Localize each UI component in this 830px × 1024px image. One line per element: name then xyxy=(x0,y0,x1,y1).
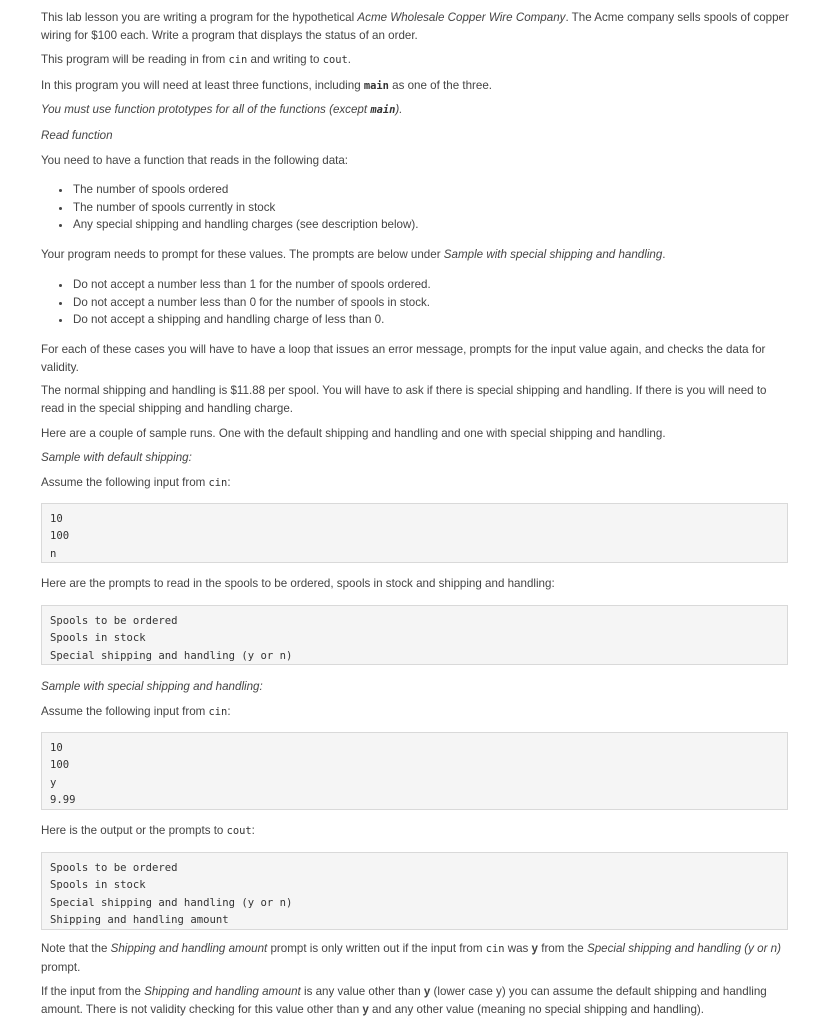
read-heading-text: Read function xyxy=(41,129,113,142)
list-item: • The number of spools currently in stock xyxy=(72,199,812,217)
cin-code: cin xyxy=(228,54,248,66)
prompts-intro-text: Here are the prompts to read in the spools to be ordered, spools in stock and shipping and handling: xyxy=(41,577,555,590)
prompts1-code-block xyxy=(41,605,788,665)
company-name: Acme Wholesale Copper Wire Company xyxy=(357,11,566,24)
assume1-colon: : xyxy=(227,476,231,489)
prototypes-paragraph xyxy=(41,101,791,120)
code-line: Spools to be ordered xyxy=(50,615,178,627)
functions-paragraph xyxy=(41,77,791,96)
loop-paragraph xyxy=(41,341,791,376)
sample2-heading xyxy=(41,678,791,696)
note-text-from: from the xyxy=(538,942,587,955)
code-line: Special shipping and handling (y or n) xyxy=(50,896,293,909)
y-value: y xyxy=(531,942,538,955)
cout-code: cout xyxy=(322,54,348,66)
output-intro-colon: : xyxy=(251,824,255,837)
prompt-paragraph xyxy=(41,246,791,264)
list-item: • Do not accept a number less than 1 for the number of spools ordered. xyxy=(72,276,812,294)
sample1-heading xyxy=(41,449,791,467)
prompt-sample-ref: Sample with special shipping and handling xyxy=(443,248,663,261)
sample-intro-text: Here are a couple of sample runs. One with the default shipping and handling and one with special shipping and handling. xyxy=(41,427,666,440)
list-item: • Any special shipping and handling charges (see description below). xyxy=(72,216,812,234)
code-line: Spools to be ordered xyxy=(50,862,178,874)
assume2-paragraph xyxy=(41,703,791,722)
y-value: y xyxy=(362,1002,369,1016)
code-line: 100 xyxy=(50,530,70,543)
sample1-heading-text: Sample with default shipping: xyxy=(41,451,192,464)
main-code: main xyxy=(370,104,396,116)
read-intro-paragraph xyxy=(41,152,791,170)
main-code: main xyxy=(363,80,389,92)
validation-rules-list xyxy=(41,276,812,329)
cin-code: cin xyxy=(485,943,505,955)
note-text-end: prompt. xyxy=(41,960,81,974)
code-line: 100 xyxy=(50,759,70,772)
io-text-mid: and writing to xyxy=(247,53,323,66)
output-intro-text: Here is the output or the prompts to xyxy=(41,824,227,837)
functions-text-end: as one of the three. xyxy=(388,79,493,92)
sample2-heading-text: Sample with special shipping and handling: xyxy=(41,680,263,693)
assume2-colon: : xyxy=(227,705,231,718)
cout-code: cout xyxy=(226,825,252,837)
prototypes-text-end: ). xyxy=(395,103,403,116)
final-amount-ref: Shipping and handling amount xyxy=(144,985,301,998)
io-text: This program will be reading in from xyxy=(41,53,229,66)
shipping-text: The normal shipping and handling is $11.88 per spool. You will have to ask if there is special shipping and handling. If there is you will need to read in the special shipping and handling charge. xyxy=(41,384,767,415)
functions-text: In this program you will need at least three functions, including xyxy=(41,79,364,92)
assume1-text: Assume the following input from xyxy=(41,476,209,489)
shipping-paragraph xyxy=(41,382,791,417)
final-text-default: (lower case y) you can assume the default shipping and handling amount. There is not validity checking for this value other than xyxy=(41,985,767,1016)
output-intro-paragraph xyxy=(41,822,791,841)
note-text: Note that the xyxy=(41,942,111,955)
prompt-text: Your program needs to prompt for these values. The prompts are below under xyxy=(41,248,444,261)
list-item: • Do not accept a number less than 0 for the number of spools in stock. xyxy=(72,294,812,312)
final-paragraph xyxy=(41,983,791,1018)
note-text-mid: prompt is only written out if the input from xyxy=(267,942,486,955)
y-value: y xyxy=(423,985,431,998)
list-item: • Do not accept a shipping and handling charge of less than 0. xyxy=(72,311,812,329)
read-intro-text: You need to have a function that reads in the following data: xyxy=(41,154,349,167)
note-prompt-ref: Shipping and handling amount xyxy=(110,942,268,955)
prompt-text-end: . xyxy=(662,248,666,261)
sample-intro-paragraph xyxy=(41,425,791,443)
loop-text: For each of these cases you will have to have a loop that issues an error message, prompts for the input value again, and checks the data for validity. xyxy=(41,343,766,374)
input2-code-block xyxy=(41,732,788,810)
prompts2-code-block xyxy=(41,852,788,930)
final-text: If the input from the xyxy=(41,985,145,998)
intro-text: This lab lesson you are writing a program for the hypothetical xyxy=(41,11,358,24)
code-line: Spools in stock xyxy=(50,879,146,892)
code-line: n xyxy=(50,547,57,560)
assume1-paragraph xyxy=(41,474,791,493)
prototypes-text: You must use function prototypes for all of the functions (except xyxy=(41,103,371,116)
code-line: 10 xyxy=(50,742,63,754)
cin-code: cin xyxy=(208,477,228,489)
code-line: 9.99 xyxy=(50,794,76,807)
read-data-list xyxy=(41,181,812,234)
intro-text-end: . The Acme company sells spools of copper wiring for $100 each. Write a program that displays the status of an order. xyxy=(41,11,789,42)
note-text-was: was xyxy=(504,942,532,955)
io-text-end: . xyxy=(347,53,351,66)
assume2-text: Assume the following input from xyxy=(41,705,209,718)
final-text-end: and any other value (meaning no special shipping and handling). xyxy=(368,1002,704,1016)
code-line: Spools in stock xyxy=(50,632,146,645)
prompts-intro-paragraph xyxy=(41,575,791,593)
intro-paragraph xyxy=(41,9,791,44)
input1-code-block xyxy=(41,503,788,563)
code-line: Shipping and handling amount xyxy=(50,914,229,927)
list-item: • The number of spools ordered xyxy=(72,181,812,199)
final-text-mid: is any value other than xyxy=(300,985,424,998)
code-line: 10 xyxy=(50,513,63,525)
note-special-ref: Special shipping and handling (y or n) xyxy=(586,942,781,955)
read-function-heading xyxy=(41,127,791,145)
io-paragraph xyxy=(41,51,791,70)
code-line: y xyxy=(50,776,57,789)
cin-code: cin xyxy=(208,706,228,718)
code-line: Special shipping and handling (y or n) xyxy=(50,649,293,662)
note-paragraph xyxy=(41,940,791,976)
